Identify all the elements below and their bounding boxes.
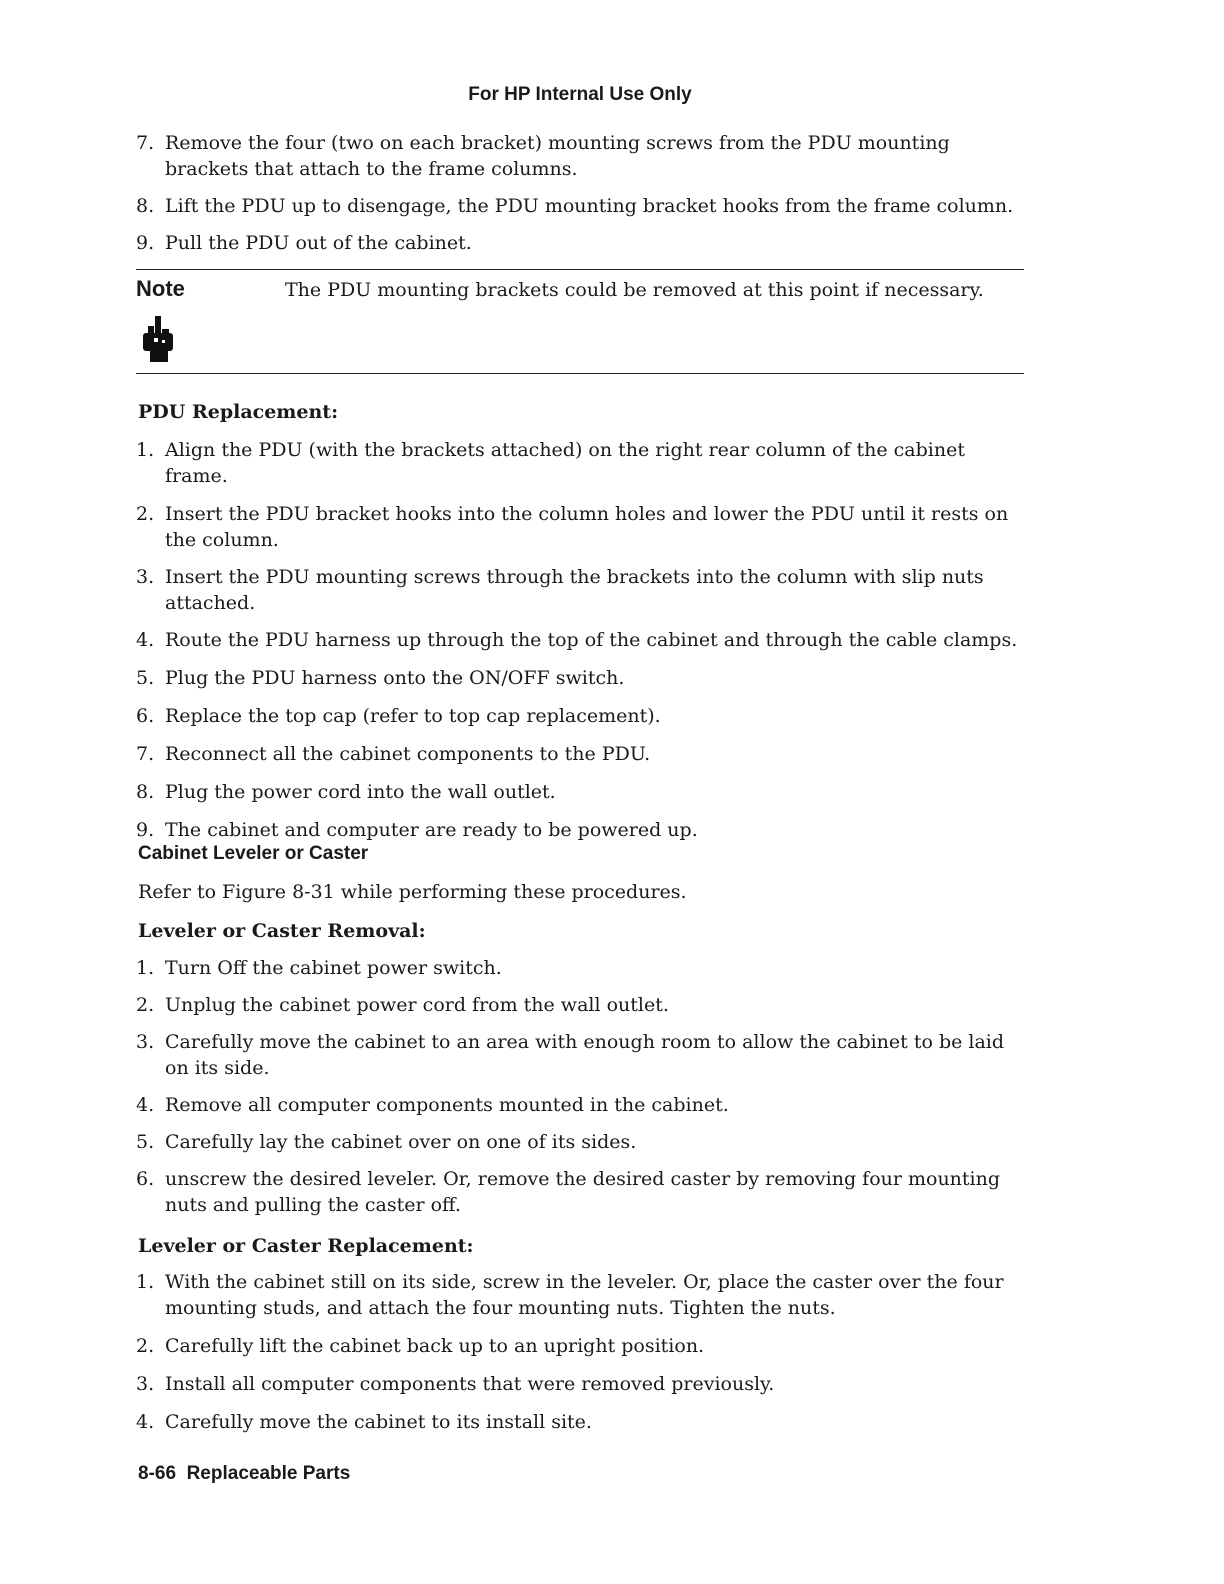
step-text: Install all computer components that were removed previously.: [165, 1373, 775, 1395]
step-number: 3.: [136, 1373, 155, 1395]
intro-paragraph: Refer to Figure 8-31 while performing these procedures.: [138, 881, 687, 903]
step-number: 8.: [136, 781, 155, 803]
step-number: 9.: [136, 232, 155, 254]
step-text: Lift the PDU up to disengage, the PDU mounting bracket hooks from the frame column.: [165, 195, 1014, 217]
step-number: 4.: [136, 629, 155, 651]
step-text: Insert the PDU bracket hooks into the column holes and lower the PDU until it rests on the column.: [165, 503, 1009, 551]
section-subheading: Leveler or Caster Replacement:: [138, 1235, 474, 1257]
step-text: Align the PDU (with the brackets attached) on the right rear column of the cabinet frame.: [165, 439, 965, 487]
step-number: 6.: [136, 705, 155, 727]
page-header: For HP Internal Use Only: [468, 84, 692, 105]
list-item: [136, 992, 1026, 1018]
step-text: Plug the PDU harness onto the ON/OFF switch.: [165, 667, 625, 689]
list-item: [136, 1029, 1026, 1081]
step-number: 6.: [136, 1168, 155, 1190]
note-label: Note: [136, 276, 185, 301]
step-text: Plug the power cord into the wall outlet.: [165, 781, 556, 803]
step-number: 3.: [136, 1031, 155, 1053]
step-text: unscrew the desired leveler. Or, remove the desired caster by removing four mounting nuts and pulling the caster off.: [165, 1168, 1001, 1216]
step-text: Pull the PDU out of the cabinet.: [165, 232, 472, 254]
leveler-replacement-steps: [136, 1269, 1026, 1435]
list-item: [136, 955, 1026, 981]
section-heading: Cabinet Leveler or Caster: [138, 843, 369, 864]
list-item: [136, 627, 1026, 653]
step-text: Carefully move the cabinet to its install site.: [165, 1411, 592, 1433]
section-subheading: PDU Replacement:: [138, 401, 339, 423]
step-text: Carefully move the cabinet to an area with enough room to allow the cabinet to be laid on its side.: [165, 1031, 1005, 1079]
step-number: 9.: [136, 819, 155, 841]
step-number: 2.: [136, 994, 155, 1016]
section-subheading: Leveler or Caster Removal:: [138, 920, 426, 942]
list-item: [136, 665, 1026, 691]
step-text: Reconnect all the cabinet components to the PDU.: [165, 743, 651, 765]
step-text: The cabinet and computer are ready to be powered up.: [165, 819, 698, 841]
list-item: [136, 1269, 1026, 1321]
list-item: [136, 130, 1026, 182]
list-item: [136, 1371, 1026, 1397]
step-number: 5.: [136, 667, 155, 689]
step-text: Replace the top cap (refer to top cap replacement).: [165, 705, 661, 727]
step-number: 4.: [136, 1411, 155, 1433]
list-item: [136, 1092, 1026, 1118]
list-item: [136, 564, 1026, 616]
list-item: [136, 501, 1026, 553]
pointing-hand-icon: [140, 316, 176, 370]
step-number: 1.: [136, 1271, 155, 1293]
list-item: [136, 437, 1026, 489]
list-item: [136, 230, 1026, 256]
step-text: Turn Off the cabinet power switch.: [165, 957, 502, 979]
note-top-rule: [136, 269, 1024, 270]
step-number: 1.: [136, 957, 155, 979]
pdu-replacement-steps: [136, 437, 1026, 843]
step-number: 8.: [136, 195, 155, 217]
list-item: [136, 1129, 1026, 1155]
step-text: Unplug the cabinet power cord from the wall outlet.: [165, 994, 669, 1016]
list-item: [136, 779, 1026, 805]
step-number: 2.: [136, 503, 155, 525]
step-number: 7.: [136, 132, 155, 154]
list-item: [136, 193, 1026, 219]
step-number: 3.: [136, 566, 155, 588]
step-text: Carefully lay the cabinet over on one of its sides.: [165, 1131, 637, 1153]
list-item: [136, 1409, 1026, 1435]
step-number: 2.: [136, 1335, 155, 1357]
list-item: [136, 1166, 1026, 1218]
leveler-removal-steps: [136, 955, 1026, 1218]
note-bottom-rule: [136, 373, 1024, 374]
list-item: [136, 703, 1026, 729]
step-number: 5.: [136, 1131, 155, 1153]
list-item: [136, 741, 1026, 767]
list-item: [136, 1333, 1026, 1359]
step-text: Carefully lift the cabinet back up to an upright position.: [165, 1335, 705, 1357]
list-item: [136, 817, 1026, 843]
step-number: 7.: [136, 743, 155, 765]
step-text: Insert the PDU mounting screws through the brackets into the column with slip nuts attached.: [165, 566, 984, 614]
step-text: Remove all computer components mounted in the cabinet.: [165, 1094, 729, 1116]
step-number: 1.: [136, 439, 155, 461]
step-text: Route the PDU harness up through the top of the cabinet and through the cable clamps.: [165, 629, 1018, 651]
removal-steps-continued: [136, 130, 1026, 256]
step-text: Remove the four (two on each bracket) mounting screws from the PDU mounting brackets that attach to the frame columns.: [165, 132, 950, 180]
note-text: The PDU mounting brackets could be removed at this point if necessary.: [285, 279, 984, 301]
step-number: 4.: [136, 1094, 155, 1116]
page-footer: 8-66 Replaceable Parts: [138, 1463, 351, 1484]
step-text: With the cabinet still on its side, screw in the leveler. Or, place the caster over the four mounting studs, and attach the four mounting nuts. Tighten the nuts.: [165, 1271, 1004, 1319]
